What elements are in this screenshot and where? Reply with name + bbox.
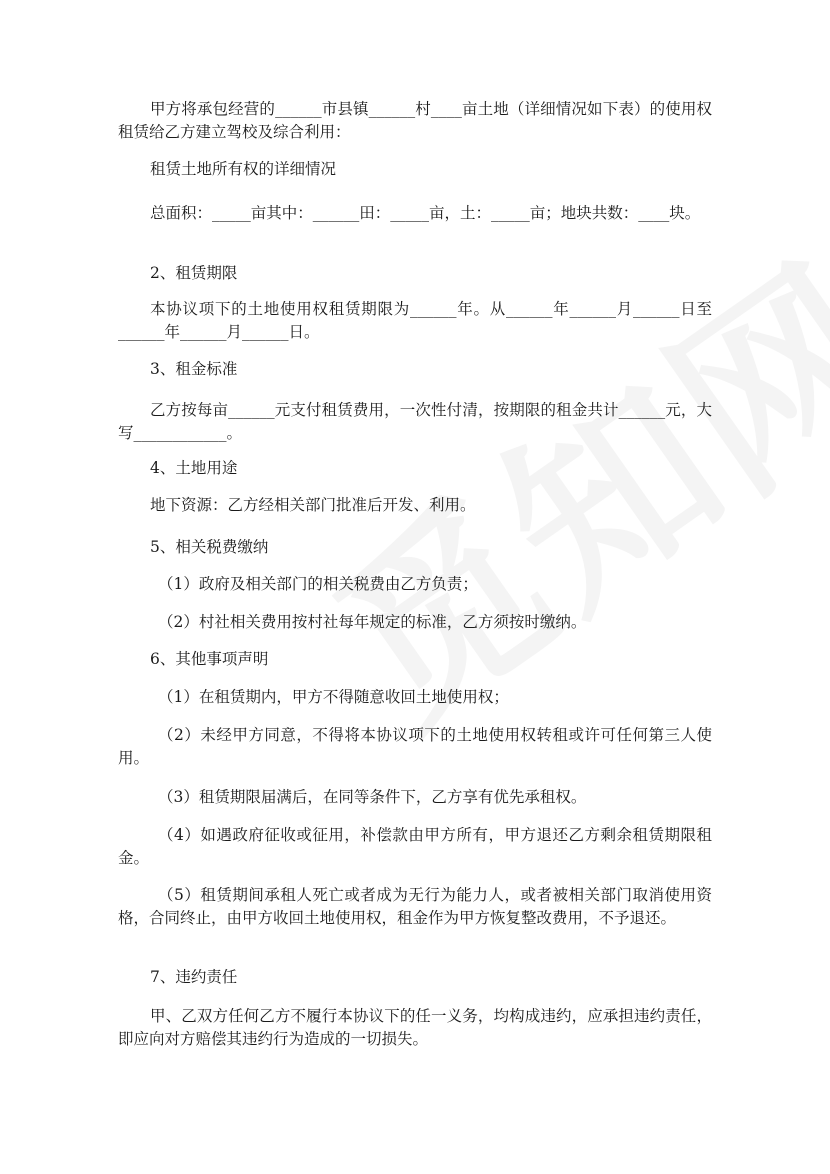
heading-taxes: 5、相关税费缴纳	[150, 538, 269, 556]
paragraph-other-1: （1）在租赁期内，甲方不得随意收回土地使用权；	[158, 688, 509, 706]
heading-lease-term: 2、租赁期限	[150, 264, 238, 282]
paragraph-taxes-1: （1）政府及相关部门的相关税费由乙方负责；	[158, 575, 478, 593]
heading-other-matters: 6、其他事项声明	[150, 650, 269, 668]
paragraph-rent-standard: 乙方按每亩______元支付租赁费用，一次性付清，按期限的租金共计______元，大写____________。	[118, 401, 712, 442]
heading-liability: 7、违约责任	[150, 968, 238, 986]
paragraph-other-5: （5）租赁期间承租人死亡或者成为无行为能力人，或者被相关部门取消使用资格，合同终止，由甲方收回土地使用权，租金作为甲方恢复整改费用，不予退还。	[118, 886, 712, 927]
paragraph-other-3: （3）租赁期限届满后，在同等条件下，乙方享有优先承租权。	[158, 788, 587, 806]
heading-land-use: 4、土地用途	[150, 459, 238, 477]
heading-rent-standard: 3、租金标准	[150, 360, 238, 378]
paragraph-liability: 甲、乙双方任何乙方不履行本协议下的任一义务，均构成违约，应承担违约责任，即应向对方赔偿其违约行为造成的一切损失。	[118, 1007, 712, 1048]
paragraph-other-2: （2）未经甲方同意，不得将本协议项下的土地使用权转租或许可任何第三人使用。	[118, 726, 712, 767]
paragraph-other-4: （4）如遇政府征收或征用，补偿款由甲方所有，甲方退还乙方剩余租赁期限租金。	[118, 826, 712, 867]
paragraph-land-use: 地下资源：乙方经相关部门批准后开发、利用。	[150, 496, 476, 514]
paragraph-total-area: 总面积：_____亩其中：______田：_____亩，土：_____亩；地块共数：____块。	[150, 204, 701, 222]
paragraph-lease-intro: 甲方将承包经营的______市县镇______村____亩土地（详细情况如下表）的使用权租赁给乙方建立驾校及综合利用：	[118, 100, 712, 141]
paragraph-taxes-2: （2）村社相关费用按村社每年规定的标准，乙方须按时缴纳。	[158, 613, 587, 631]
paragraph-lease-term: 本协议项下的土地使用权租赁期限为______年。从______年______月______日至______年______月______日。	[118, 300, 712, 341]
paragraph-land-details-title: 租赁土地所有权的详细情况	[150, 160, 337, 178]
